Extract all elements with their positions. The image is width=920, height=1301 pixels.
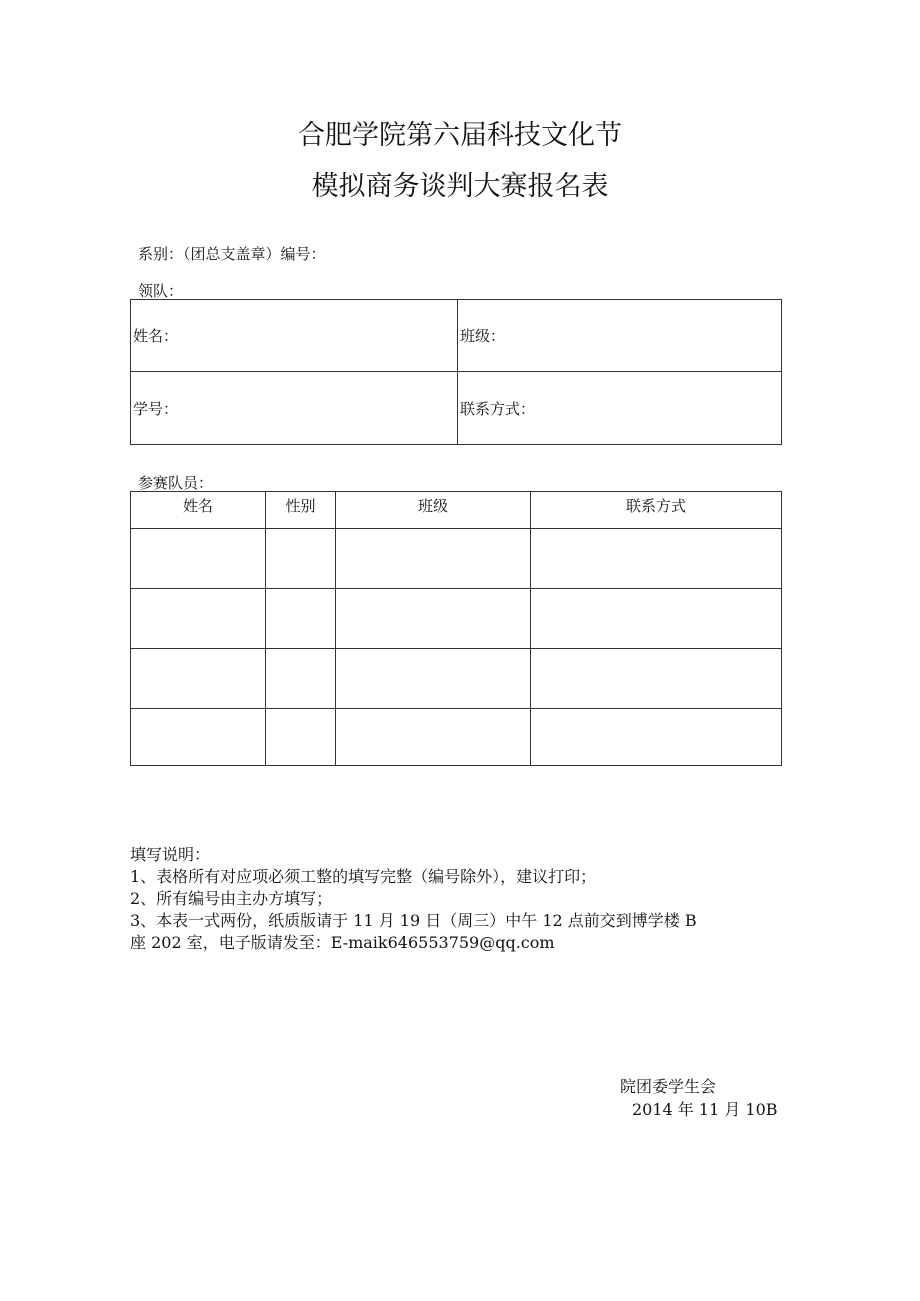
leader-label: 领队： <box>138 282 184 300</box>
member-name-cell[interactable] <box>131 529 266 589</box>
column-header-name: 姓名 <box>131 492 266 529</box>
page-title: 合肥学院第六届科技文化节 <box>298 120 622 151</box>
member-name-cell[interactable] <box>131 649 266 709</box>
table-row <box>131 649 782 709</box>
leader-table <box>130 299 782 445</box>
member-contact-cell[interactable] <box>531 589 782 649</box>
members-header-row <box>131 492 782 529</box>
instruction-item-1: 1、表格所有对应项必须工整的填写完整（编号除外），建议打印； <box>130 867 597 886</box>
leader-name-label: 姓名： <box>133 327 179 345</box>
member-name-cell[interactable] <box>131 709 266 766</box>
member-contact-cell[interactable] <box>531 649 782 709</box>
table-row <box>131 589 782 649</box>
member-class-cell[interactable] <box>336 709 531 766</box>
footer-organization: 院团委学生会 <box>620 1077 717 1096</box>
leader-class-cell[interactable] <box>458 300 782 372</box>
leader-student-id-label: 学号： <box>133 399 179 418</box>
department-line: 系别：（团总支盖章）编号： <box>138 245 326 263</box>
column-header-class: 班级 <box>336 492 531 529</box>
member-contact-cell[interactable] <box>531 529 782 589</box>
member-gender-cell[interactable] <box>266 589 336 649</box>
member-gender-cell[interactable] <box>266 529 336 589</box>
instructions-heading: 填写说明： <box>130 845 211 864</box>
column-header-contact: 联系方式 <box>531 492 782 529</box>
members-label: 参赛队员： <box>138 474 214 492</box>
member-name-cell[interactable] <box>131 589 266 649</box>
members-table <box>130 491 782 766</box>
instruction-item-2: 2、所有编号由主办方填写； <box>130 889 333 908</box>
member-gender-cell[interactable] <box>266 709 336 766</box>
leader-contact-cell[interactable] <box>458 372 782 445</box>
instruction-item-3: 3、本表一式两份，纸质版请于 11 月 19 日（周三）中午 12 点前交到博学楼 B <box>130 911 697 930</box>
member-class-cell[interactable] <box>336 589 531 649</box>
member-gender-cell[interactable] <box>266 649 336 709</box>
leader-contact-label: 联系方式： <box>460 399 536 418</box>
leader-name-cell[interactable] <box>131 300 458 372</box>
page-subtitle: 模拟商务谈判大赛报名表 <box>311 171 609 202</box>
table-row <box>131 529 782 589</box>
leader-student-id-cell[interactable] <box>131 372 458 445</box>
column-header-gender: 性别 <box>266 492 336 529</box>
footer-date: 2014 年 11 月 10B <box>632 1100 778 1119</box>
leader-class-label: 班级： <box>460 327 506 345</box>
instruction-item-3-continued: 座 202 室，电子版请发至：E-maik646553759@qq.com <box>130 933 555 952</box>
member-contact-cell[interactable] <box>531 709 782 766</box>
table-row <box>131 709 782 766</box>
member-class-cell[interactable] <box>336 649 531 709</box>
member-class-cell[interactable] <box>336 529 531 589</box>
